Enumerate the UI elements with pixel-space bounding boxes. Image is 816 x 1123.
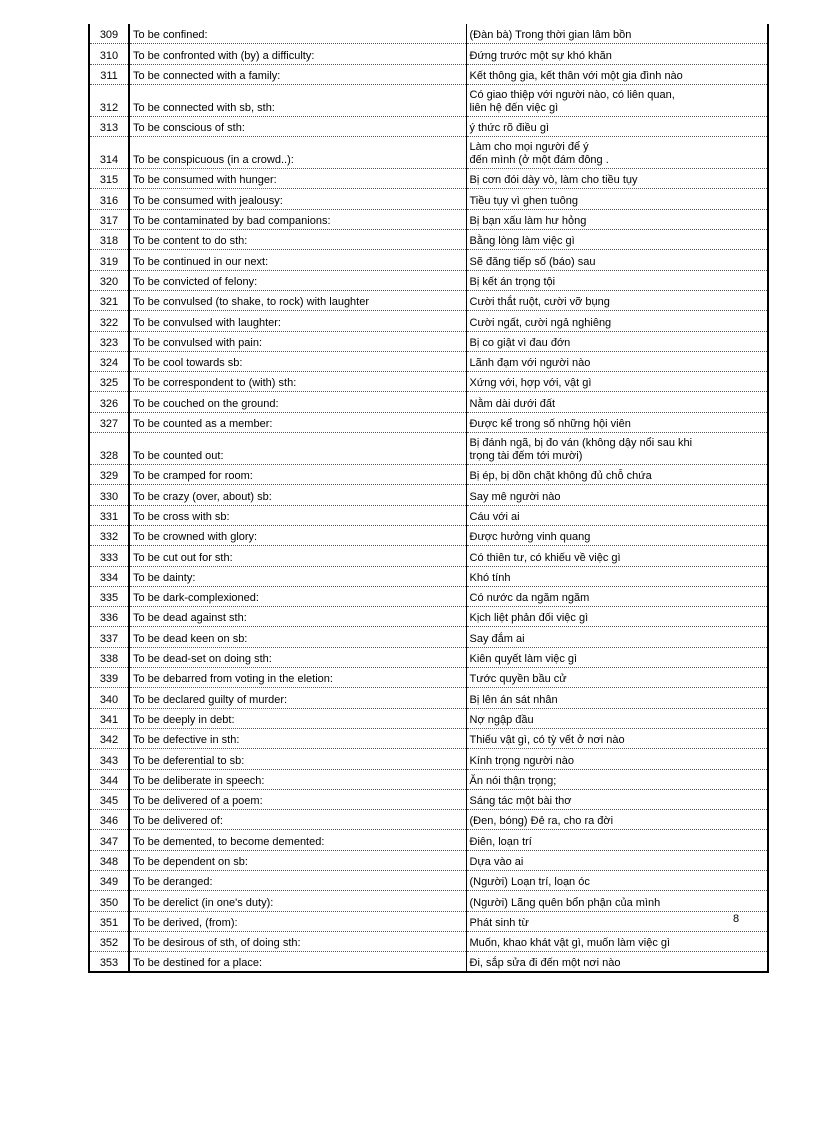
vietnamese-meaning: Nằm dài dưới đất [466, 392, 768, 412]
vietnamese-meaning: Nợ ngập đầu [466, 708, 768, 728]
vietnamese-meaning: Có nước da ngăm ngăm [466, 586, 768, 606]
table-row [89, 891, 768, 911]
english-phrase: To be crazy (over, about) sb: [129, 485, 466, 505]
english-phrase: To be cool towards sb: [129, 351, 466, 371]
table-row [89, 546, 768, 566]
table-row [89, 607, 768, 627]
row-number: 330 [89, 485, 129, 505]
english-phrase: To be convulsed (to shake, to rock) with laughter [129, 290, 466, 310]
vietnamese-meaning: Ăn nói thận trọng; [466, 769, 768, 789]
vietnamese-meaning: Cười ngất, cười ngả nghiêng [466, 311, 768, 331]
row-number: 310 [89, 44, 129, 64]
vietnamese-meaning: (Người) Loạn trí, loạn óc [466, 870, 768, 890]
table-row [89, 627, 768, 647]
table-row [89, 412, 768, 432]
row-number: 346 [89, 810, 129, 830]
english-phrase: To be convulsed with laughter: [129, 311, 466, 331]
row-number: 341 [89, 708, 129, 728]
vietnamese-meaning: Bằng lòng làm việc gì [466, 230, 768, 250]
vietnamese-meaning: Bị co giật vì đau đớn [466, 331, 768, 351]
row-number: 317 [89, 209, 129, 229]
vietnamese-meaning: Bị bạn xấu làm hư hỏng [466, 209, 768, 229]
english-phrase: To be continued in our next: [129, 250, 466, 270]
vietnamese-meaning: Có thiên tư, có khiếu về việc gì [466, 546, 768, 566]
vietnamese-meaning: Khó tính [466, 566, 768, 586]
vietnamese-meaning: Bị ép, bị dồn chặt không đủ chỗ chứa [466, 465, 768, 485]
table-row [89, 931, 768, 951]
english-phrase: To be confronted with (by) a difficulty: [129, 44, 466, 64]
table-row [89, 647, 768, 667]
table-row [89, 137, 768, 169]
table-row [89, 465, 768, 485]
vietnamese-meaning: Xứng với, hợp với, vật gì [466, 372, 768, 392]
vietnamese-meaning: Dựa vào ai [466, 850, 768, 870]
table-row [89, 250, 768, 270]
english-phrase: To be cross with sb: [129, 505, 466, 525]
english-phrase: To be deferential to sb: [129, 749, 466, 769]
english-phrase: To be dead-set on doing sth: [129, 647, 466, 667]
vietnamese-meaning: Tước quyền bầu cử [466, 668, 768, 688]
english-phrase: To be dark-complexioned: [129, 586, 466, 606]
table-row [89, 351, 768, 371]
vietnamese-meaning: Cáu với ai [466, 505, 768, 525]
table-row [89, 392, 768, 412]
row-number: 333 [89, 546, 129, 566]
table-row [89, 24, 768, 44]
english-phrase: To be cramped for room: [129, 465, 466, 485]
english-phrase: To be counted out: [129, 433, 466, 465]
english-phrase: To be connected with a family: [129, 64, 466, 84]
row-number: 327 [89, 412, 129, 432]
row-number: 331 [89, 505, 129, 525]
row-number: 315 [89, 169, 129, 189]
row-number: 342 [89, 728, 129, 748]
english-phrase: To be contaminated by bad companions: [129, 209, 466, 229]
vietnamese-meaning: Bị cơn đói dày vò, làm cho tiều tụy [466, 169, 768, 189]
table-row [89, 810, 768, 830]
table-row [89, 84, 768, 116]
row-number: 316 [89, 189, 129, 209]
vietnamese-meaning: Thiếu vật gì, có tỳ vết ở nơi nào [466, 728, 768, 748]
english-phrase: To be declared guilty of murder: [129, 688, 466, 708]
table-row [89, 708, 768, 728]
vietnamese-meaning: Phát sinh từ [466, 911, 768, 931]
vietnamese-meaning: Bị đánh ngã, bị đo ván (không dậy nổi sau khi trọng tài đếm tới mười) [466, 433, 768, 465]
row-number: 325 [89, 372, 129, 392]
vietnamese-meaning: Bị kết án trọng tội [466, 270, 768, 290]
vietnamese-meaning: Cười thắt ruột, cười vỡ bụng [466, 290, 768, 310]
table-row [89, 728, 768, 748]
english-phrase: To be deranged: [129, 870, 466, 890]
row-number: 312 [89, 84, 129, 116]
english-phrase: To be counted as a member: [129, 412, 466, 432]
row-number: 352 [89, 931, 129, 951]
row-number: 329 [89, 465, 129, 485]
table-row [89, 789, 768, 809]
row-number: 319 [89, 250, 129, 270]
vietnamese-meaning: Kính trọng người nào [466, 749, 768, 769]
row-number: 320 [89, 270, 129, 290]
row-number: 344 [89, 769, 129, 789]
english-phrase: To be conscious of sth: [129, 116, 466, 136]
row-number: 323 [89, 331, 129, 351]
table-row [89, 830, 768, 850]
table-row [89, 169, 768, 189]
table-row [89, 485, 768, 505]
row-number: 349 [89, 870, 129, 890]
english-phrase: To be delivered of: [129, 810, 466, 830]
vietnamese-meaning: (Đàn bà) Trong thời gian lâm bồn [466, 24, 768, 44]
english-phrase: To be consumed with hunger: [129, 169, 466, 189]
row-number: 322 [89, 311, 129, 331]
english-phrase: To be deeply in debt: [129, 708, 466, 728]
row-number: 343 [89, 749, 129, 769]
table-row [89, 870, 768, 890]
page-number: 8 [733, 913, 740, 925]
row-number: 350 [89, 891, 129, 911]
table-row [89, 749, 768, 769]
table-row [89, 433, 768, 465]
table-row [89, 44, 768, 64]
row-number: 318 [89, 230, 129, 250]
vietnamese-meaning: Có giao thiệp với người nào, có liên quan, liên hệ đến việc gì [466, 84, 768, 116]
row-number: 353 [89, 952, 129, 973]
table-row [89, 525, 768, 545]
vietnamese-meaning: Đứng trước một sự khó khăn [466, 44, 768, 64]
row-number: 321 [89, 290, 129, 310]
table-row [89, 586, 768, 606]
table-row [89, 566, 768, 586]
table-row [89, 116, 768, 136]
table-row [89, 189, 768, 209]
row-number: 338 [89, 647, 129, 667]
vietnamese-meaning: Điên, loạn trí [466, 830, 768, 850]
table-row [89, 230, 768, 250]
table-row [89, 850, 768, 870]
english-phrase: To be delivered of a poem: [129, 789, 466, 809]
row-number: 345 [89, 789, 129, 809]
row-number: 309 [89, 24, 129, 44]
row-number: 334 [89, 566, 129, 586]
vietnamese-meaning: Được hưởng vinh quang [466, 525, 768, 545]
vietnamese-meaning: (Người) Lãng quên bổn phận của mình [466, 891, 768, 911]
table-row [89, 270, 768, 290]
row-number: 335 [89, 586, 129, 606]
row-number: 351 [89, 911, 129, 931]
row-number: 311 [89, 64, 129, 84]
row-number: 328 [89, 433, 129, 465]
vietnamese-meaning: Say mê người nào [466, 485, 768, 505]
vietnamese-meaning: Sáng tác một bài thơ [466, 789, 768, 809]
table-row [89, 911, 768, 931]
table-row [89, 290, 768, 310]
english-phrase: To be defective in sth: [129, 728, 466, 748]
table-row [89, 952, 768, 973]
vietnamese-meaning: Muốn, khao khát vật gì, muốn làm việc gì [466, 931, 768, 951]
table-row [89, 769, 768, 789]
table-row [89, 311, 768, 331]
english-phrase: To be content to do sth: [129, 230, 466, 250]
row-number: 313 [89, 116, 129, 136]
english-phrase: To be dependent on sb: [129, 850, 466, 870]
vietnamese-meaning: Lãnh đạm với người nào [466, 351, 768, 371]
phrase-table [88, 24, 769, 973]
row-number: 347 [89, 830, 129, 850]
row-number: 336 [89, 607, 129, 627]
table-row [89, 668, 768, 688]
row-number: 326 [89, 392, 129, 412]
english-phrase: To be convulsed with pain: [129, 331, 466, 351]
english-phrase: To be dead against sth: [129, 607, 466, 627]
english-phrase: To be cut out for sth: [129, 546, 466, 566]
vietnamese-meaning: Kiên quyết làm việc gì [466, 647, 768, 667]
row-number: 314 [89, 137, 129, 169]
vietnamese-meaning: ý thức rõ điều gì [466, 116, 768, 136]
english-phrase: To be dead keen on sb: [129, 627, 466, 647]
table-row [89, 505, 768, 525]
english-phrase: To be demented, to become demented: [129, 830, 466, 850]
vietnamese-meaning: Tiều tụy vì ghen tuông [466, 189, 768, 209]
vietnamese-meaning: Say đắm ai [466, 627, 768, 647]
english-phrase: To be debarred from voting in the eletion: [129, 668, 466, 688]
english-phrase: To be convicted of felony: [129, 270, 466, 290]
row-number: 324 [89, 351, 129, 371]
table-row [89, 331, 768, 351]
english-phrase: To be derived, (from): [129, 911, 466, 931]
english-phrase: To be derelict (in one's duty): [129, 891, 466, 911]
english-phrase: To be consumed with jealousy: [129, 189, 466, 209]
english-phrase: To be deliberate in speech: [129, 769, 466, 789]
table-row [89, 209, 768, 229]
english-phrase: To be crowned with glory: [129, 525, 466, 545]
row-number: 340 [89, 688, 129, 708]
english-phrase: To be correspondent to (with) sth: [129, 372, 466, 392]
table-body [89, 24, 768, 972]
vietnamese-meaning: (Đen, bóng) Đẻ ra, cho ra đời [466, 810, 768, 830]
vietnamese-meaning: Kịch liệt phản đối việc gì [466, 607, 768, 627]
vietnamese-meaning: Sẽ đăng tiếp số (báo) sau [466, 250, 768, 270]
vietnamese-meaning: Kết thông gia, kết thân với một gia đình nào [466, 64, 768, 84]
english-phrase: To be desirous of sth, of doing sth: [129, 931, 466, 951]
vietnamese-meaning: Được kể trong số những hội viên [466, 412, 768, 432]
english-phrase: To be confined: [129, 24, 466, 44]
english-phrase: To be connected with sb, sth: [129, 84, 466, 116]
table-row [89, 688, 768, 708]
english-phrase: To be conspicuous (in a crowd..): [129, 137, 466, 169]
vietnamese-meaning: Làm cho mọi người để ý đến mình (ở một đám đông . [466, 137, 768, 169]
english-phrase: To be couched on the ground: [129, 392, 466, 412]
vietnamese-meaning: Đi, sắp sửa đi đến một nơi nào [466, 952, 768, 973]
row-number: 337 [89, 627, 129, 647]
table-row [89, 372, 768, 392]
table-row [89, 64, 768, 84]
row-number: 332 [89, 525, 129, 545]
english-phrase: To be dainty: [129, 566, 466, 586]
vietnamese-meaning: Bị lên án sát nhân [466, 688, 768, 708]
row-number: 339 [89, 668, 129, 688]
row-number: 348 [89, 850, 129, 870]
english-phrase: To be destined for a place: [129, 952, 466, 973]
